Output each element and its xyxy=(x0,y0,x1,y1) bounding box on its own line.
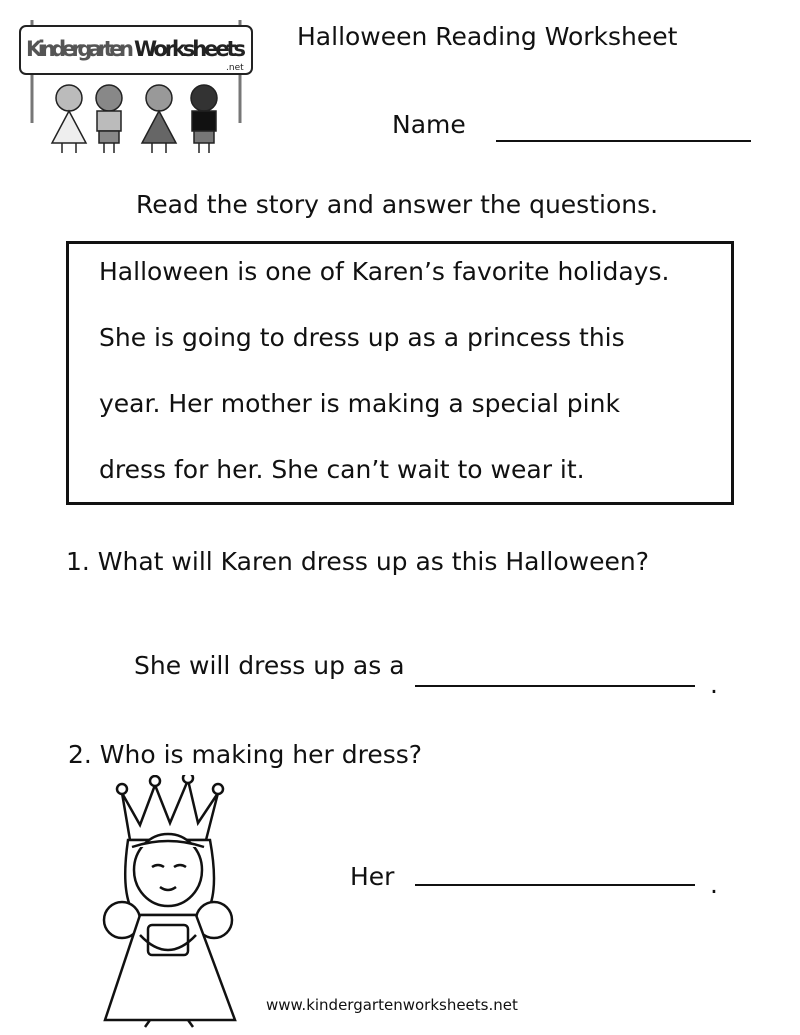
question-2: 2. Who is making her dress? xyxy=(68,740,423,769)
instructions: Read the story and answer the questions. xyxy=(136,190,659,219)
answer-end-1: . xyxy=(710,670,718,699)
story-line: dress for her. She can’t wait to wear it. xyxy=(99,455,585,484)
answer-prompt-1: She will dress up as a xyxy=(134,651,405,680)
svg-text:Kindergarten: Kindergarten xyxy=(26,37,134,61)
story-line: year. Her mother is making a special pink xyxy=(99,389,620,418)
story-line: Halloween is one of Karen’s favorite holidays. xyxy=(99,257,670,286)
worksheet-title: Halloween Reading Worksheet xyxy=(297,22,678,51)
answer-line-2[interactable] xyxy=(415,884,695,886)
kindergarten-worksheets-logo xyxy=(14,8,254,158)
answer-prompt-2: Her xyxy=(350,862,395,891)
svg-text:.net: .net xyxy=(226,63,244,73)
name-answer-line[interactable] xyxy=(496,140,751,142)
question-1: 1. What will Karen dress up as this Halloween? xyxy=(66,547,649,576)
svg-text:Worksheets: Worksheets xyxy=(134,37,246,61)
princess-illustration xyxy=(100,775,240,1030)
answer-end-2: . xyxy=(710,870,718,899)
name-label: Name xyxy=(392,110,466,139)
answer-line-1[interactable] xyxy=(415,685,695,687)
footer-url[interactable]: www.kindergartenworksheets.net xyxy=(266,996,518,1014)
story-line: She is going to dress up as a princess this xyxy=(99,323,625,352)
story-box xyxy=(66,241,734,505)
